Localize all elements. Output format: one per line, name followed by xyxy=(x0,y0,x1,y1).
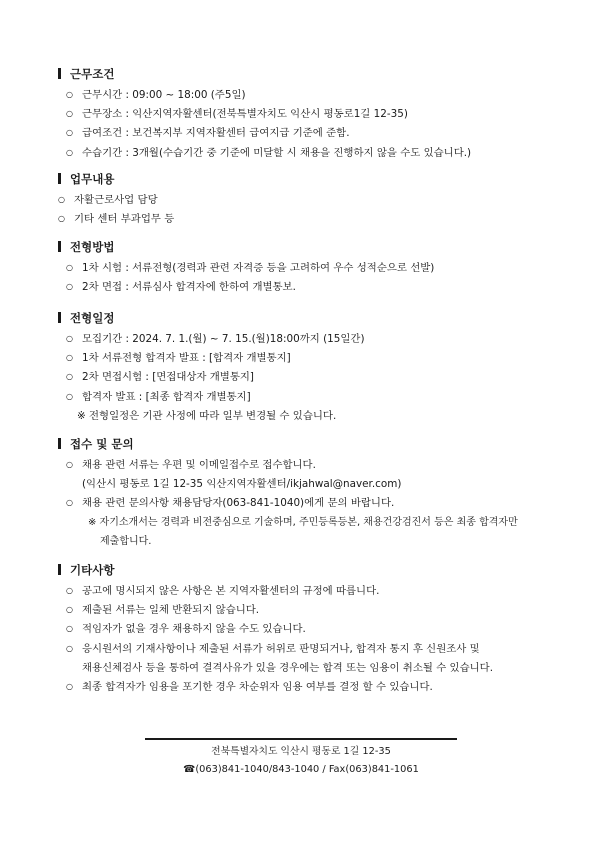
application-note: ※ 자기소개서는 경력과 비전중심으로 기술하며, 주민등록등본, 채용건강검진서 등은 최종 합격자만 xyxy=(88,516,518,528)
section-marker xyxy=(58,564,61,575)
circle-bullet-icon: ○ xyxy=(66,147,73,157)
circle-bullet-icon: ○ xyxy=(66,282,73,292)
schedule-note: ※ 전형일정은 기관 사정에 따라 일부 변경될 수 있습니다. xyxy=(77,409,337,422)
circle-bullet-icon: ○ xyxy=(66,263,73,272)
list-item: ○ 적임자가 없을 경우 채용하지 않을 수도 있습니다. xyxy=(66,623,306,636)
circle-bullet-icon: ○ xyxy=(66,334,73,343)
section-duties xyxy=(58,171,578,231)
list-item: ○ 제출된 서류는 일체 반환되지 않습니다. xyxy=(66,604,260,617)
circle-bullet-icon: ○ xyxy=(66,586,73,595)
list-item: ○ 수습기간 : 3개월(수습기간 중 기준에 미달할 시 채용을 진행하지 않을 수도 있습니다.) xyxy=(66,146,472,159)
list-item: ○ 공고에 명시되지 않은 사항은 본 지역자활센터의 규정에 따릅니다. xyxy=(66,585,380,597)
section-other xyxy=(58,562,578,699)
circle-bullet-icon: ○ xyxy=(66,353,73,363)
list-item: ○ 자활근로사업 담당 xyxy=(58,194,158,206)
section-marker xyxy=(58,68,61,79)
section-title: 전형방법 xyxy=(58,239,578,255)
footer-contact-text: (063)841-1040/843-1040 / Fax(063)841-1061 xyxy=(195,764,419,775)
circle-bullet-icon: ○ xyxy=(66,498,73,508)
list-item: ○ 최종 합격자가 임용을 포기한 경우 차순위자 임용 여부를 결정 할 수 있습니다. xyxy=(66,680,433,693)
footer xyxy=(145,738,457,781)
section-title: 전형일정 xyxy=(58,310,578,326)
phone-icon: ☎ xyxy=(183,764,196,775)
section-title: 근무조건 xyxy=(58,66,578,82)
section-marker xyxy=(58,438,61,449)
circle-bullet-icon: ○ xyxy=(66,372,73,382)
list-item: ○ 기타 센터 부과업무 등 xyxy=(58,213,175,226)
circle-bullet-icon: ○ xyxy=(58,195,65,204)
section-schedule xyxy=(58,310,578,428)
circle-bullet-icon: ○ xyxy=(58,214,65,224)
section-marker xyxy=(58,241,61,252)
circle-bullet-icon: ○ xyxy=(66,128,73,138)
footer-address: 전북특별자치도 익산시 평동로 1길 12-35 xyxy=(211,746,391,757)
list-item: ○ 급여조건 : 보건복지부 지역자활센터 급여지급 기준에 준함. xyxy=(66,127,350,140)
circle-bullet-icon: ○ xyxy=(66,643,73,653)
circle-bullet-icon: ○ xyxy=(66,391,73,401)
list-item: ○ 채용 관련 서류는 우편 및 이메일접수로 접수합니다. xyxy=(66,459,316,471)
list-item: ○ 응시원서의 기재사항이나 제출된 서류가 허위로 판명되거나, 합격자 통지 후 신원조사 및 xyxy=(66,642,480,655)
list-item: ○ 2차 면접 : 서류심사 합격자에 한하여 개별통보. xyxy=(66,281,296,294)
section-marker xyxy=(58,173,61,184)
section-work-conditions xyxy=(58,66,578,165)
list-item: ○ 채용 관련 문의사항 채용담당자(063-841-1040)에게 문의 바랍니다. xyxy=(66,497,395,510)
list-item: ○ 2차 면접시험 : [면접대상자 개별통지] xyxy=(66,371,254,384)
list-item: ○ 합격자 발표 : [최종 합격자 개별통지] xyxy=(66,390,251,403)
circle-bullet-icon: ○ xyxy=(66,109,73,119)
circle-bullet-icon: ○ xyxy=(66,605,73,615)
list-item: ○ 모집기간 : 2024. 7. 1.(월) ~ 7. 15.(월)18:00까지 (15일간) xyxy=(66,333,365,345)
section-title: 접수 및 문의 xyxy=(58,436,578,452)
circle-bullet-icon: ○ xyxy=(66,624,73,634)
list-item: ○ 근무시간 : 09:00 ~ 18:00 (주5일) xyxy=(66,89,246,101)
list-item-continuation: 채용신체검사 등을 통하여 결격사유가 있을 경우에는 합격 또는 임용이 취소될 수 있습니다. xyxy=(82,661,494,674)
list-item-continuation: (익산시 평동로 1길 12-35 익산지역자활센터/ikjahwal@naver.com) xyxy=(82,478,402,491)
section-title: 업무내용 xyxy=(58,171,578,187)
section-title: 기타사항 xyxy=(58,562,578,578)
application-note-continuation: 제출합니다. xyxy=(100,535,152,547)
section-selection xyxy=(58,239,578,299)
circle-bullet-icon: ○ xyxy=(66,681,73,691)
circle-bullet-icon: ○ xyxy=(66,460,73,469)
list-item: ○ 1차 서류전형 합격자 발표 : [합격자 개별통지] xyxy=(66,352,291,365)
section-application xyxy=(58,436,578,554)
list-item: ○ 1차 시험 : 서류전형(경력과 관련 자격증 등을 고려하여 우수 성적순으로 선발) xyxy=(66,262,435,274)
circle-bullet-icon: ○ xyxy=(66,90,73,99)
section-marker xyxy=(58,312,61,323)
list-item: ○ 근무장소 : 익산지역자활센터(전북특별자치도 익산시 평동로1길 12-35) xyxy=(66,108,408,121)
footer-contact xyxy=(145,763,457,777)
